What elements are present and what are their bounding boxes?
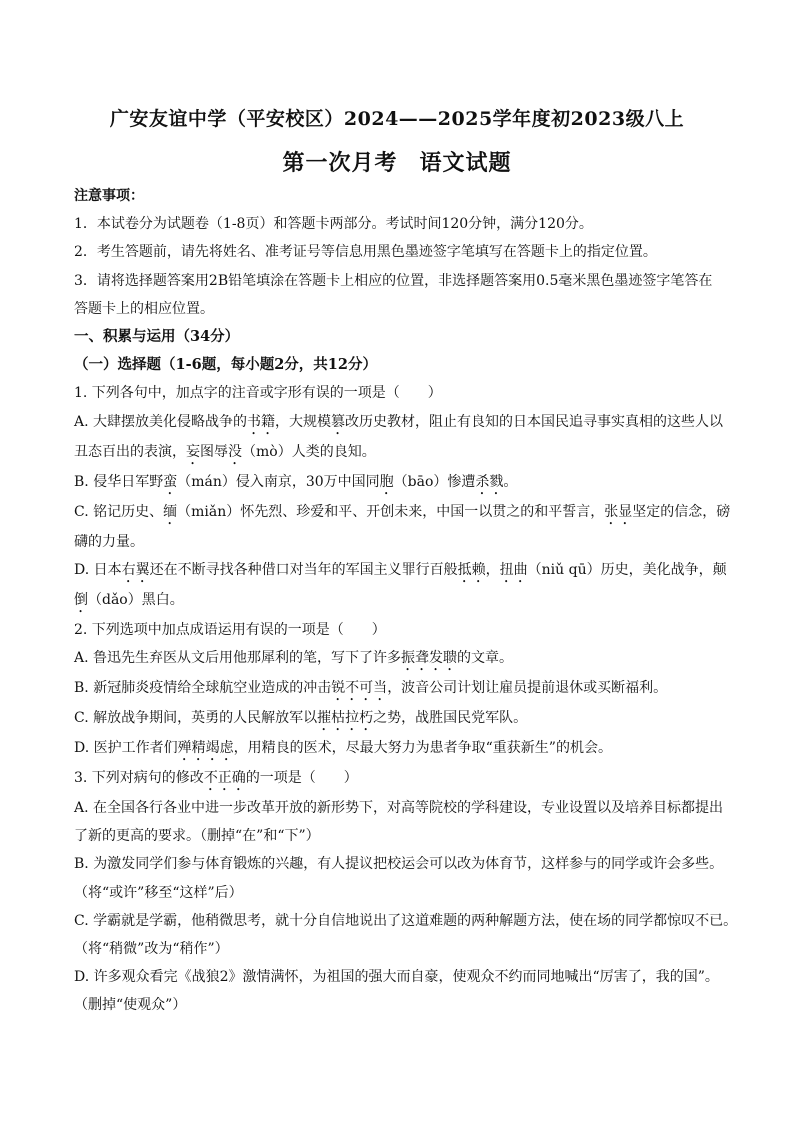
- text-run: C. 解放战争期间，英勇的人民解放军以: [74, 710, 318, 727]
- text-run: （mò）人类的良知。: [242, 443, 376, 460]
- text-run: ，用精良的医术，尽最大努力为患者争取“重获新生”的机会。: [233, 740, 612, 757]
- q2-option-c: [74, 704, 728, 734]
- text-run: （niǔ qū）历史，美化战争，颠: [527, 561, 727, 578]
- q1-option-d-line-2: [74, 586, 728, 616]
- dotted-text: 蛮: [163, 473, 178, 490]
- q3-option-b-line-2: （将“或许”移至“这样”后）: [74, 884, 243, 901]
- dotted-text: 篡: [331, 413, 346, 430]
- q2-option-a: [74, 644, 728, 674]
- text-run: （dǎo）黑白。: [88, 591, 184, 608]
- section-heading: 一、积累与运用（34分）: [74, 328, 240, 346]
- text-run: B. 新冠肺炎疫情给全球航空业造成的冲击: [74, 680, 332, 697]
- notice-item-2: 2．考生答题前，请先将姓名、准考证号等信息用黑色墨迹签字笔填写在答题卡上的指定位置。: [74, 244, 657, 261]
- q1-option-c-line-2: 礴的力量。: [74, 533, 144, 550]
- q2-option-d: [74, 734, 728, 764]
- dotted-text: 倒: [74, 591, 88, 608]
- exam-title-part-a: 第一次月考: [282, 150, 398, 176]
- q3-option-c-line-1: C. 学霸就是学霸，他稍微思考，就十分自信地说出了这道难题的两种解题方法，使在场的同学都惊叹不已。: [74, 912, 738, 929]
- text-run: B. 侵华日军野: [74, 473, 164, 490]
- q1-option-a-line-1: [74, 408, 728, 438]
- text-run: 的一项是（ ）: [245, 770, 358, 787]
- exam-content: [74, 182, 738, 1020]
- notice-item-3-line-2: 答题卡上的相应位置。: [74, 300, 214, 317]
- q3-option-d-line-1: D. 许多观众看完《战狼2》激情满怀，为祖国的强大而自豪，使观众不约而同地喊出“厉害了，我的国”。: [74, 969, 719, 986]
- q3-option-c-line-2: （将“稍微”改为“稍作”）: [74, 941, 229, 958]
- text-run: （bāo）惨遭: [393, 473, 476, 490]
- text-run: D. 日本: [74, 561, 122, 578]
- q1-option-c-line-1: [74, 498, 731, 528]
- q3-option-d-line-2: （删掉“使观众”）: [74, 997, 187, 1014]
- text-run: 还在不断寻找各种借口对当年的军国主义罪行百般: [149, 561, 458, 578]
- text-run: 丑态百出的表演，: [74, 443, 186, 460]
- q1-option-d-line-1: [74, 556, 728, 586]
- notice-item-3-line-1: 3．请将选择题答案用2B铅笔填涂在答题卡上相应的位置，非选择题答案用0.5毫米黑色墨迹签字笔答在: [74, 272, 713, 289]
- dotted-text: 右翼: [121, 561, 150, 578]
- text-run: D. 医护工作者们: [74, 740, 178, 757]
- dotted-text: 殚精竭虑: [177, 740, 234, 757]
- text-run: 图辱: [200, 443, 228, 460]
- q2-stem: 2. 下列选项中加点成语运用有误的一项是（ ）: [74, 621, 386, 638]
- text-run: C. 铭记历史、: [74, 503, 164, 520]
- notice-heading: 注意事项：: [74, 188, 144, 204]
- q3-option-a-line-2: 了新的更高的要求。（删掉“在”和“下”）: [74, 828, 320, 845]
- exam-title-part-b: 语文试题: [419, 150, 512, 176]
- dotted-text: 不正确: [203, 770, 246, 787]
- text-run: 之势，战胜国民党军队。: [373, 710, 528, 727]
- q3-option-b-line-1: B. 为激发同学们参与体育锻炼的兴趣，有人提议把校运会可以改为体育节，这样参与的同学或许会多些。: [74, 856, 724, 873]
- notice-item-1: 1．本试卷分为试题卷（1-8页）和答题卡两部分。考试时间120分钟，满分120分。: [74, 216, 593, 233]
- dotted-text: 没: [228, 443, 242, 460]
- text-run: （mán）侵入南京，30万中国同: [177, 473, 380, 490]
- dotted-text: 妄: [186, 443, 200, 460]
- exam-title-subject: [0, 146, 794, 177]
- q3-option-a-line-1: A. 在全国各行各业中进一步改革开放的新形势下，对高等院校的学科建设，专业设置以及培养目标都提出: [74, 800, 724, 817]
- text-run: 坚定的信念，磅: [632, 503, 731, 520]
- dotted-text: 扭曲: [499, 561, 528, 578]
- text-run: （miǎn）怀先烈、珍爱和平、开创未来，中国一以贯之的和平誓言，: [177, 503, 605, 520]
- q3-stem: [74, 764, 728, 794]
- q1-stem: 1. 下列各句中，加点字的注音或字形有误的一项是（ ）: [74, 385, 442, 402]
- sub-section-heading: （一）选择题（1-6题，每小题2分，共12分）: [74, 356, 377, 374]
- text-run: ，波音公司计划让雇员提前退休或买断福利。: [387, 680, 668, 697]
- dotted-text: 杀戮: [475, 473, 504, 490]
- text-run: 。: [503, 473, 518, 490]
- dotted-text: 缅: [163, 503, 178, 520]
- q1-option-a-line-2: [74, 438, 728, 468]
- text-run: ，: [485, 561, 500, 578]
- dotted-text: 抵赖: [457, 561, 486, 578]
- text-run: A. 大肆摆放美化侵略战争的: [74, 413, 248, 430]
- text-run: 的文章。: [457, 650, 514, 667]
- dotted-text: 张显: [604, 503, 633, 520]
- dotted-text: 书籍: [247, 413, 276, 430]
- dotted-text: 振聋发聩: [401, 650, 458, 667]
- dotted-text: 摧枯拉朽: [317, 710, 374, 727]
- q1-option-b: [74, 468, 728, 498]
- text-run: A. 鲁迅先生弃医从文后用他那犀利的笔，写下了许多: [74, 650, 402, 667]
- exam-title-school: 广安友谊中学（平安校区）2024——2025学年度初2023级八上: [109, 108, 685, 130]
- text-run: ，大规模: [275, 413, 332, 430]
- dotted-text: 胞: [379, 473, 394, 490]
- dotted-text: 锐不可当: [331, 680, 388, 697]
- q2-option-b: [74, 674, 728, 704]
- text-run: 3. 下列对病句的修改: [74, 770, 204, 787]
- text-run: 改历史教材，阻止有良知的日本国民追寻事实真相的这些人以: [345, 413, 724, 430]
